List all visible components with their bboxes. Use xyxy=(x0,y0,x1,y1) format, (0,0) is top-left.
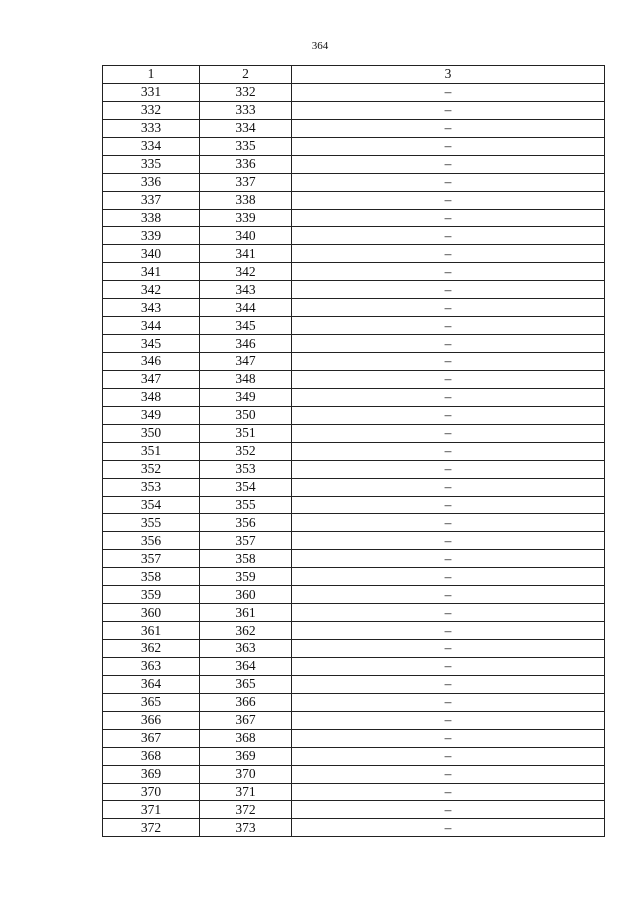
table-cell-col-3: – xyxy=(292,155,605,173)
table-row xyxy=(103,765,605,783)
table-cell-col-1: 353 xyxy=(103,478,200,496)
table-row xyxy=(103,119,605,137)
table-row xyxy=(103,317,605,335)
table-row xyxy=(103,657,605,675)
table-cell-col-3: – xyxy=(292,460,605,478)
table-cell-col-3: – xyxy=(292,101,605,119)
table-row xyxy=(103,191,605,209)
table-row xyxy=(103,370,605,388)
table-cell-col-1: 341 xyxy=(103,263,200,281)
table-cell-col-1: 335 xyxy=(103,155,200,173)
table-row xyxy=(103,335,605,353)
table-cell-col-2: 351 xyxy=(200,424,292,442)
table-cell-col-3: – xyxy=(292,173,605,191)
table-cell-col-3: – xyxy=(292,711,605,729)
table-row xyxy=(103,496,605,514)
table-row xyxy=(103,281,605,299)
table-row xyxy=(103,460,605,478)
table-row xyxy=(103,406,605,424)
table-body xyxy=(103,83,605,836)
table-cell-col-1: 339 xyxy=(103,227,200,245)
table-cell-col-1: 368 xyxy=(103,747,200,765)
table-row xyxy=(103,640,605,658)
table-cell-col-2: 338 xyxy=(200,191,292,209)
table-cell-col-1: 340 xyxy=(103,245,200,263)
table-cell-col-1: 355 xyxy=(103,514,200,532)
table-cell-col-1: 360 xyxy=(103,604,200,622)
table-cell-col-3: – xyxy=(292,227,605,245)
table-cell-col-1: 343 xyxy=(103,299,200,317)
table-cell-col-2: 372 xyxy=(200,801,292,819)
table-cell-col-2: 365 xyxy=(200,675,292,693)
table-cell-col-3: – xyxy=(292,622,605,640)
table-cell-col-2: 349 xyxy=(200,388,292,406)
table-row xyxy=(103,604,605,622)
table-cell-col-3: – xyxy=(292,245,605,263)
table-cell-col-3: – xyxy=(292,191,605,209)
table-cell-col-3: – xyxy=(292,424,605,442)
table-cell-col-2: 356 xyxy=(200,514,292,532)
table-cell-col-3: – xyxy=(292,514,605,532)
table-row xyxy=(103,101,605,119)
table-cell-col-2: 357 xyxy=(200,532,292,550)
table-cell-col-1: 369 xyxy=(103,765,200,783)
table-cell-col-2: 334 xyxy=(200,119,292,137)
table-cell-col-1: 365 xyxy=(103,693,200,711)
table-cell-col-2: 350 xyxy=(200,406,292,424)
table-row xyxy=(103,568,605,586)
table-cell-col-1: 367 xyxy=(103,729,200,747)
table-row xyxy=(103,622,605,640)
table-row xyxy=(103,693,605,711)
table-cell-col-2: 361 xyxy=(200,604,292,622)
table-row xyxy=(103,586,605,604)
table-cell-col-2: 371 xyxy=(200,783,292,801)
data-table xyxy=(102,65,605,837)
table-cell-col-2: 354 xyxy=(200,478,292,496)
table-cell-col-2: 345 xyxy=(200,317,292,335)
column-header-2: 2 xyxy=(200,66,292,84)
table-cell-col-1: 348 xyxy=(103,388,200,406)
table-row xyxy=(103,137,605,155)
table-row xyxy=(103,711,605,729)
table-cell-col-1: 371 xyxy=(103,801,200,819)
table-cell-col-3: – xyxy=(292,406,605,424)
table-row xyxy=(103,245,605,263)
table-row xyxy=(103,227,605,245)
table-cell-col-2: 337 xyxy=(200,173,292,191)
table-row xyxy=(103,675,605,693)
table-cell-col-2: 355 xyxy=(200,496,292,514)
table-cell-col-2: 358 xyxy=(200,550,292,568)
column-header-1: 1 xyxy=(103,66,200,84)
table-cell-col-3: – xyxy=(292,765,605,783)
table-cell-col-1: 346 xyxy=(103,353,200,371)
table-header-row xyxy=(103,66,605,84)
table-cell-col-3: – xyxy=(292,693,605,711)
table-cell-col-3: – xyxy=(292,137,605,155)
table-cell-col-1: 345 xyxy=(103,335,200,353)
table-cell-col-3: – xyxy=(292,747,605,765)
table-cell-col-2: 335 xyxy=(200,137,292,155)
table-cell-col-3: – xyxy=(292,675,605,693)
table-cell-col-3: – xyxy=(292,83,605,101)
table-cell-col-1: 370 xyxy=(103,783,200,801)
table-cell-col-3: – xyxy=(292,604,605,622)
table-cell-col-1: 366 xyxy=(103,711,200,729)
table-cell-col-2: 344 xyxy=(200,299,292,317)
table-cell-col-3: – xyxy=(292,209,605,227)
table-cell-col-3: – xyxy=(292,496,605,514)
table-cell-col-2: 366 xyxy=(200,693,292,711)
table-cell-col-2: 341 xyxy=(200,245,292,263)
table-row xyxy=(103,783,605,801)
table-cell-col-3: – xyxy=(292,119,605,137)
table-cell-col-3: – xyxy=(292,568,605,586)
table-cell-col-2: 336 xyxy=(200,155,292,173)
table-row xyxy=(103,801,605,819)
table-row xyxy=(103,478,605,496)
table-cell-col-1: 363 xyxy=(103,657,200,675)
table-row xyxy=(103,424,605,442)
table-cell-col-1: 332 xyxy=(103,101,200,119)
table-cell-col-2: 368 xyxy=(200,729,292,747)
table-cell-col-3: – xyxy=(292,478,605,496)
table-row xyxy=(103,299,605,317)
table-cell-col-1: 354 xyxy=(103,496,200,514)
table-cell-col-3: – xyxy=(292,263,605,281)
table-cell-col-1: 349 xyxy=(103,406,200,424)
table-cell-col-3: – xyxy=(292,370,605,388)
table-row xyxy=(103,729,605,747)
table-cell-col-3: – xyxy=(292,388,605,406)
table-cell-col-1: 344 xyxy=(103,317,200,335)
table-cell-col-3: – xyxy=(292,783,605,801)
table-row xyxy=(103,442,605,460)
table-cell-col-3: – xyxy=(292,317,605,335)
table-cell-col-2: 332 xyxy=(200,83,292,101)
table-cell-col-1: 359 xyxy=(103,586,200,604)
column-header-3: 3 xyxy=(292,66,605,84)
table-cell-col-2: 362 xyxy=(200,622,292,640)
table-cell-col-3: – xyxy=(292,640,605,658)
page-number: 364 xyxy=(311,40,329,52)
table-cell-col-2: 347 xyxy=(200,353,292,371)
table-cell-col-2: 352 xyxy=(200,442,292,460)
table-cell-col-2: 367 xyxy=(200,711,292,729)
table-cell-col-3: – xyxy=(292,657,605,675)
table-row xyxy=(103,514,605,532)
table-cell-col-1: 350 xyxy=(103,424,200,442)
table-row xyxy=(103,173,605,191)
table-cell-col-2: 348 xyxy=(200,370,292,388)
table-cell-col-3: – xyxy=(292,442,605,460)
table-cell-col-2: 339 xyxy=(200,209,292,227)
table-row xyxy=(103,353,605,371)
table-row xyxy=(103,819,605,837)
table-cell-col-3: – xyxy=(292,335,605,353)
table-cell-col-1: 358 xyxy=(103,568,200,586)
table-cell-col-2: 360 xyxy=(200,586,292,604)
table-cell-col-2: 342 xyxy=(200,263,292,281)
table-row xyxy=(103,388,605,406)
table-cell-col-2: 359 xyxy=(200,568,292,586)
table-cell-col-3: – xyxy=(292,801,605,819)
table-cell-col-1: 333 xyxy=(103,119,200,137)
table-cell-col-1: 352 xyxy=(103,460,200,478)
table-cell-col-1: 337 xyxy=(103,191,200,209)
table-row xyxy=(103,209,605,227)
table-row xyxy=(103,550,605,568)
table-cell-col-1: 362 xyxy=(103,640,200,658)
table-cell-col-1: 334 xyxy=(103,137,200,155)
table-cell-col-3: – xyxy=(292,550,605,568)
table-cell-col-3: – xyxy=(292,586,605,604)
table-row xyxy=(103,263,605,281)
table-cell-col-3: – xyxy=(292,819,605,837)
table-cell-col-2: 346 xyxy=(200,335,292,353)
table-cell-col-1: 357 xyxy=(103,550,200,568)
table-cell-col-1: 356 xyxy=(103,532,200,550)
table-cell-col-2: 333 xyxy=(200,101,292,119)
table-cell-col-2: 370 xyxy=(200,765,292,783)
table-cell-col-2: 343 xyxy=(200,281,292,299)
table-cell-col-1: 347 xyxy=(103,370,200,388)
table-cell-col-1: 331 xyxy=(103,83,200,101)
table-cell-col-2: 363 xyxy=(200,640,292,658)
table-cell-col-2: 364 xyxy=(200,657,292,675)
table-cell-col-1: 351 xyxy=(103,442,200,460)
table-cell-col-1: 372 xyxy=(103,819,200,837)
table-cell-col-3: – xyxy=(292,299,605,317)
table-cell-col-2: 369 xyxy=(200,747,292,765)
table-cell-col-2: 373 xyxy=(200,819,292,837)
table-cell-col-3: – xyxy=(292,532,605,550)
table-row xyxy=(103,155,605,173)
table-cell-col-1: 361 xyxy=(103,622,200,640)
table-cell-col-3: – xyxy=(292,729,605,747)
table-row xyxy=(103,532,605,550)
table-cell-col-1: 336 xyxy=(103,173,200,191)
table-cell-col-3: – xyxy=(292,353,605,371)
table-cell-col-3: – xyxy=(292,281,605,299)
table-cell-col-1: 338 xyxy=(103,209,200,227)
table-cell-col-1: 342 xyxy=(103,281,200,299)
table-row xyxy=(103,747,605,765)
table-cell-col-1: 364 xyxy=(103,675,200,693)
table-cell-col-2: 340 xyxy=(200,227,292,245)
table-row xyxy=(103,83,605,101)
table-cell-col-2: 353 xyxy=(200,460,292,478)
